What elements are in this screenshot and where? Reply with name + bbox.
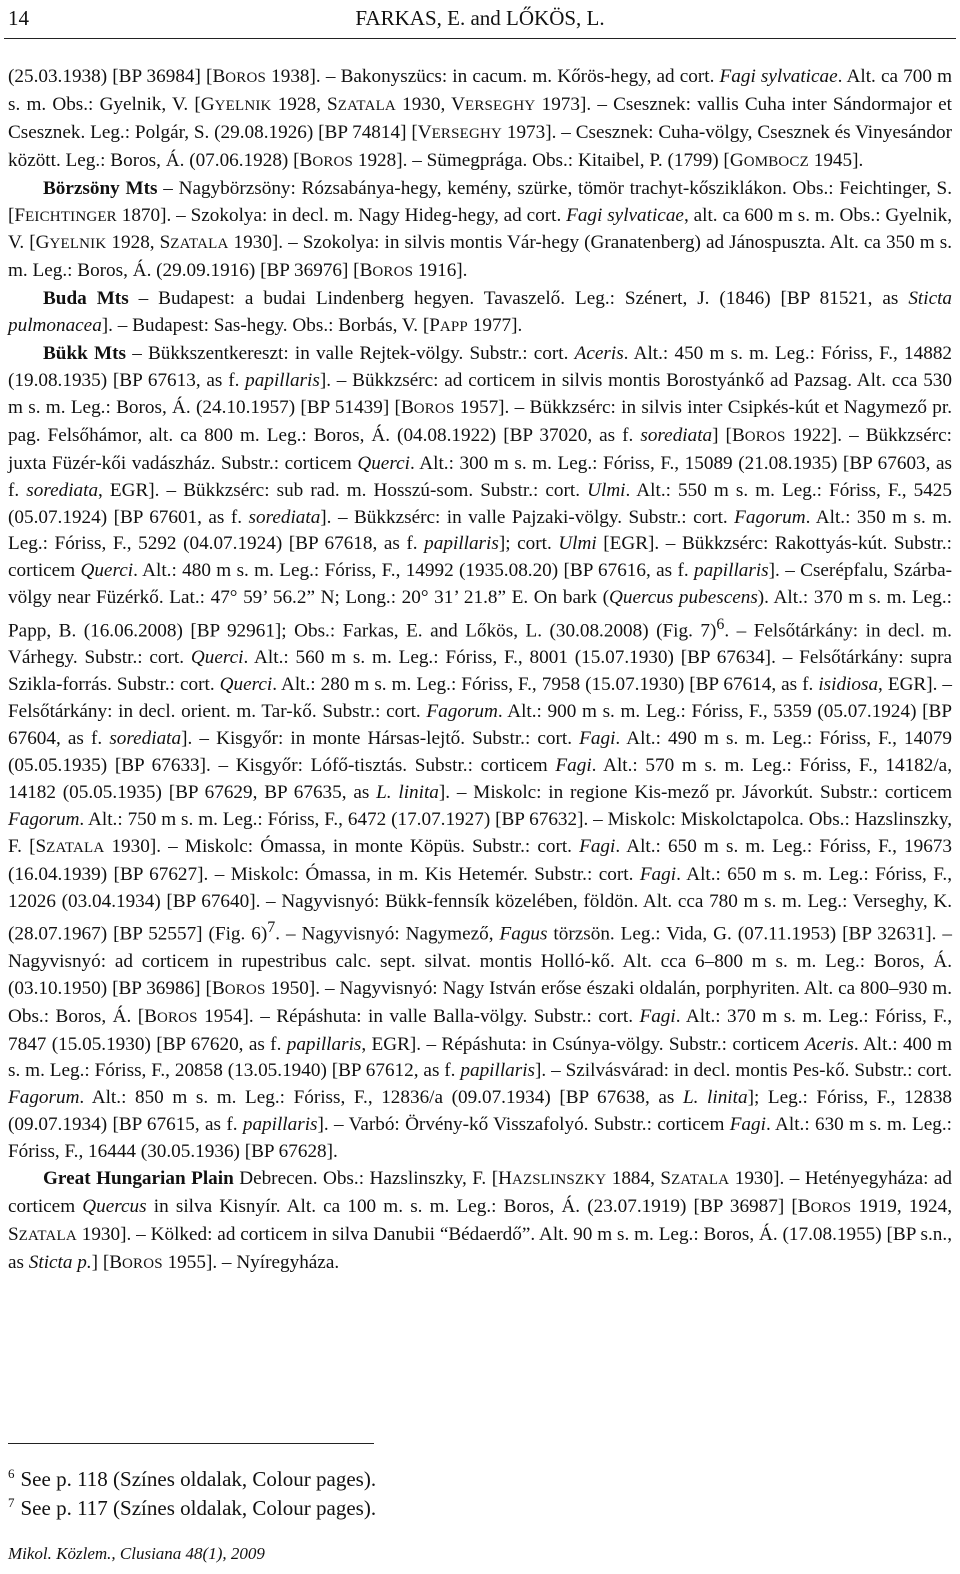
paragraph-bukk: Bükk Mts – Bükkszentkereszt: in valle Rejtek-völgy. Substr.: cort. Aceris. Alt.: 450 m s. m. Leg.: Fóriss, F., 14882 (19.08.1935) [BP 67613, as f. papillaris]. – Bükkzsérc: ad corticem in silvis montis Borostyánkő ad Pazsag. Alt. cca 530 m s. m. Leg.: Boros, Á. (24.10.1957) [BP 51439] [BOROS 1957]. – Bükkzsérc: in silvis inter Csipkés-kút et Nagymező pr. pag. Felsőhámor, alt. ca 800 m. Leg.: Boros, Á. (04.08.1922) [BP 37020, as f. sorediata] [BOROS 1922]. – Bükkzsérc: juxta Füzér-kői vadászház. Substr.: corticem Querci. Alt.: 300 m s. m. Leg.: Fóriss, F., 15089 (21.08.1935) [BP 67603, as f. sorediata, EGR]. – Bükkzsérc: sub rad. m. Hosszú-som. Substr.: cort. Ulmi. Alt.: 550 m s. m. Leg.: Fóriss, F., 5425 (05.07.1924) [BP 67601, as f. sorediata]. – Bükkzsérc: in valle Pajzaki-völgy. Substr.: cort. Fagorum. Alt.: 350 m s. m. Leg.: Fóriss, F., 5292 (04.07.1924) [BP 67618, as f. papillaris]; cort. Ulmi [EGR]. – Bükkzsérc: Rakottyás-kút. Substr.: corticem Querci. Alt.: 480 m s. m. Leg.: Fóriss, F., 14992 (1935.08.20) [BP 67616, as f. papillaris]. – Cserépfalu, Szárba-völgy near Füzérkő. Lat.: 47° 59’ 56.2” N; Long.: 20° 31’ 21.8” E. On bark (Quercus pubescens). Alt.: 370 m s. m. Leg.: Papp, B. (16.06.2008) [BP 92961]; Obs.: Farkas, E. and Lőkös, L. (30.08.2008) (Fig. 7)$^6$. – Felsőtárkány: in decl. m. Várhegy. Substr.: cort. Querci. Alt.: 560 m s. m. Leg.: Fóriss, F., 8001 (15.07.1930) [BP 67634]. – Felsőtárkány: supra Szikla-forrás. Substr.: cort. Querci. Alt.: 280 m s. m. Leg.: Fóriss, F., 7958 (15.07.1930) [BP 67614, as f. isidiosa, EGR]. – Felsőtárkány: in decl. orient. m. Tar-kő. Substr.: cort. Fagorum. Alt.: 900 m s. m. Leg.: Fóriss, F., 5359 (05.07.1924) [BP 67604, as f. sorediata]. – Kisgyőr: in monte Hársas-lejtő. Substr.: cort. Fagi. Alt.: 490 m s. m. Leg.: Fóriss, F., 14079 (05.05.1935) [BP 67633]. – Kisgyőr: Lófő-tisztás. Substr.: corticem Fagi. Alt.: 570 m s. m. Leg.: Fóriss, F., 14182/a, 14182 (05.05.1935) [BP 67629, BP 67635, as L. linita]. – Miskolc: in regione Kis-mező pr. Jávorkút. Substr.: corticem Fagorum. Alt.: 750 m s. m. Leg.: Fóriss, F., 6472 (17.07.1927) [BP 67632]. – Miskolc: Miskolctapolca. Obs.: Hazslinszky, F. [SZATALA 1930]. – Miskolc: Ómassa, in monte Köpüs. Substr.: cort. Fagi. Alt.: 650 m s. m. Leg.: Fóriss, F., 19673 (16.04.1939) [BP 67627]. – Miskolc: Ómassa, in m. Kis Hetemér. Substr.: cort. Fagi. Alt.: 650 m s. m. Leg.: Fóriss, F., 12026 (03.04.1934) [BP 67640]. – Nagyvisnyó: Bükk-fennsík közelében, földön. Alt. cca 780 m s. m. Leg.: Verseghy, K. (28.07.1967) [BP 52557] (Fig. 6)$^7$. – Nagyvisnyó: Nagymező, Fagus törzsön. Leg.: Vida, G. (07.11.1953) [BP 32631]. – Nagyvisnyó: ad corticem in rupestribus calc. sept. silvat. montis Holló-kő. Alt. cca 6–800 m s. m. Leg.: Boros, Á. (03.10.1950) [BP 36986] [BOROS 1950]. – Nagyvisnyó: Nagy István erőse északi oldalán, porphyriten. Alt. ca 800–930 m. Obs.: Boros, Á. [BOROS 1954]. – Répáshuta: in valle Balla-völgy. Substr.: cort. Fagi. Alt.: 370 m s. m. Leg.: Fóriss, F., 7847 (15.05.1930) [BP 67620, as f. papillaris, EGR]. – Répáshuta: in Csúnya-völgy. Substr.: corticem Aceris. Alt.: 400 m s. m. Leg.: Fóriss, F., 20858 (13.05.1940) [BP 67612, as f. papillaris]. – Szilvásvárad: in decl. montis Pes-kő. Substr.: cort. Fagorum. Alt.: 850 m s. m. Leg.: Fóriss, F., 12836/a (09.07.1934) [BP 67638, as L. linita]; Leg.: Fóriss, F., 12838 (09.07.1934) [BP 67615, as f. papillaris]. – Varbó: Örvény-kő Visszafolyó. Substr.: corticem Fagi. Alt.: 630 m s. m. Leg.: Fóriss, F., 16444 (30.05.1936) [BP 67628]. bbox=[8, 343, 953, 1163]
page-number: 14 bbox=[8, 6, 29, 30]
footnote-number: 6 bbox=[8, 1466, 15, 1481]
running-header bbox=[8, 2, 952, 34]
footnote-text: See p. 118 (Színes oldalak, Colour pages). bbox=[20, 1467, 377, 1491]
paragraph-borzsony: Börzsöny Mts – Nagybörzsöny: Rózsabánya-hegy, kemény, szürke, tömör trachyt-kősziklákon. Obs.: Feichtinger, S. [FEICHTINGER 1870]. – Szokolya: in decl. m. Nagy Hideg-hegy, ad cort. Fagi sylvaticae, alt. ca 600 m s. m. Obs.: Gyelnik, V. [GYELNIK 1928, SZATALA 1930]. – Szokolya: in silvis montis Vár-hegy (Granatenberg) ad Jánospuszta. Alt. ca 350 m s. m. Leg.: Boros, Á. (29.09.1916) [BP 36976] [BOROS 1916]. bbox=[8, 177, 953, 282]
footnote-rule bbox=[8, 1443, 374, 1444]
paragraph-buda: Buda Mts – Budapest: a budai Lindenberg hegyen. Tavaszelő. Leg.: Szénert, J. (1846) [BP 81521, as Sticta pulmonacea]. – Budapest: Sas-hegy. Obs.: Borbás, V. [PAPP 1977]. bbox=[8, 288, 953, 337]
region-heading-buda: Buda Mts bbox=[43, 288, 129, 310]
footnote-7 bbox=[8, 1489, 376, 1522]
paragraph-continued: (25.03.1938) [BP 36984] [BOROS 1938]. – Bakonyszücs: in cacum. m. Kőrös-hegy, ad cort. Fagi sylvaticae. Alt. ca 700 m s. m. Obs.: Gyelnik, V. [GYELNIK 1928, SZATALA 1930, VERSEGHY 1973]. – Csesznek: vallis Cuha inter Sándormajor et Csesznek. Leg.: Polgár, S. (29.08.1926) [BP 74814] [VERSEGHY 1973]. – Csesznek: Cuha-völgy, Csesznek és Vinyesándor között. Leg.: Boros, Á. (07.06.1928) [BOROS 1928]. – Sümegprága. Obs.: Kitaibel, P. (1799) [GOMBOCZ 1945]. bbox=[8, 66, 953, 171]
header-rule bbox=[4, 38, 956, 39]
region-heading-bukk: Bükk Mts bbox=[43, 343, 126, 365]
running-title: FARKAS, E. and LŐKÖS, L. bbox=[355, 6, 605, 30]
region-heading-plain: Great Hungarian Plain bbox=[43, 1168, 234, 1190]
paragraph-great-plain: Great Hungarian Plain Debrecen. Obs.: Hazslinszky, F. [HAZSLINSZKY 1884, SZATALA 1930]. – Hetényegyháza: ad corticem Quercus in silva Kisnyír. Alt. ca 100 m. s. m. Leg.: Boros, Á. (23.07.1919) [BP 36987] [BOROS 1919, 1924, SZATALA 1930]. – Kölked: ad corticem in silva Danubii “Bédaerdő”. Alt. 90 m s. m. Leg.: Boros, Á. (17.08.1955) [BP s.n., as Sticta p.] [BOROS 1955]. – Nyíregyháza. bbox=[8, 1168, 953, 1273]
main-text bbox=[8, 64, 952, 1278]
journal-citation: Mikol. Közlem., Clusiana 48(1), 2009 bbox=[8, 1544, 265, 1563]
footnote-text: See p. 117 (Színes oldalak, Colour pages). bbox=[20, 1496, 377, 1520]
footnote-number: 7 bbox=[8, 1495, 15, 1510]
region-heading-borzsony: Börzsöny Mts bbox=[43, 177, 158, 199]
